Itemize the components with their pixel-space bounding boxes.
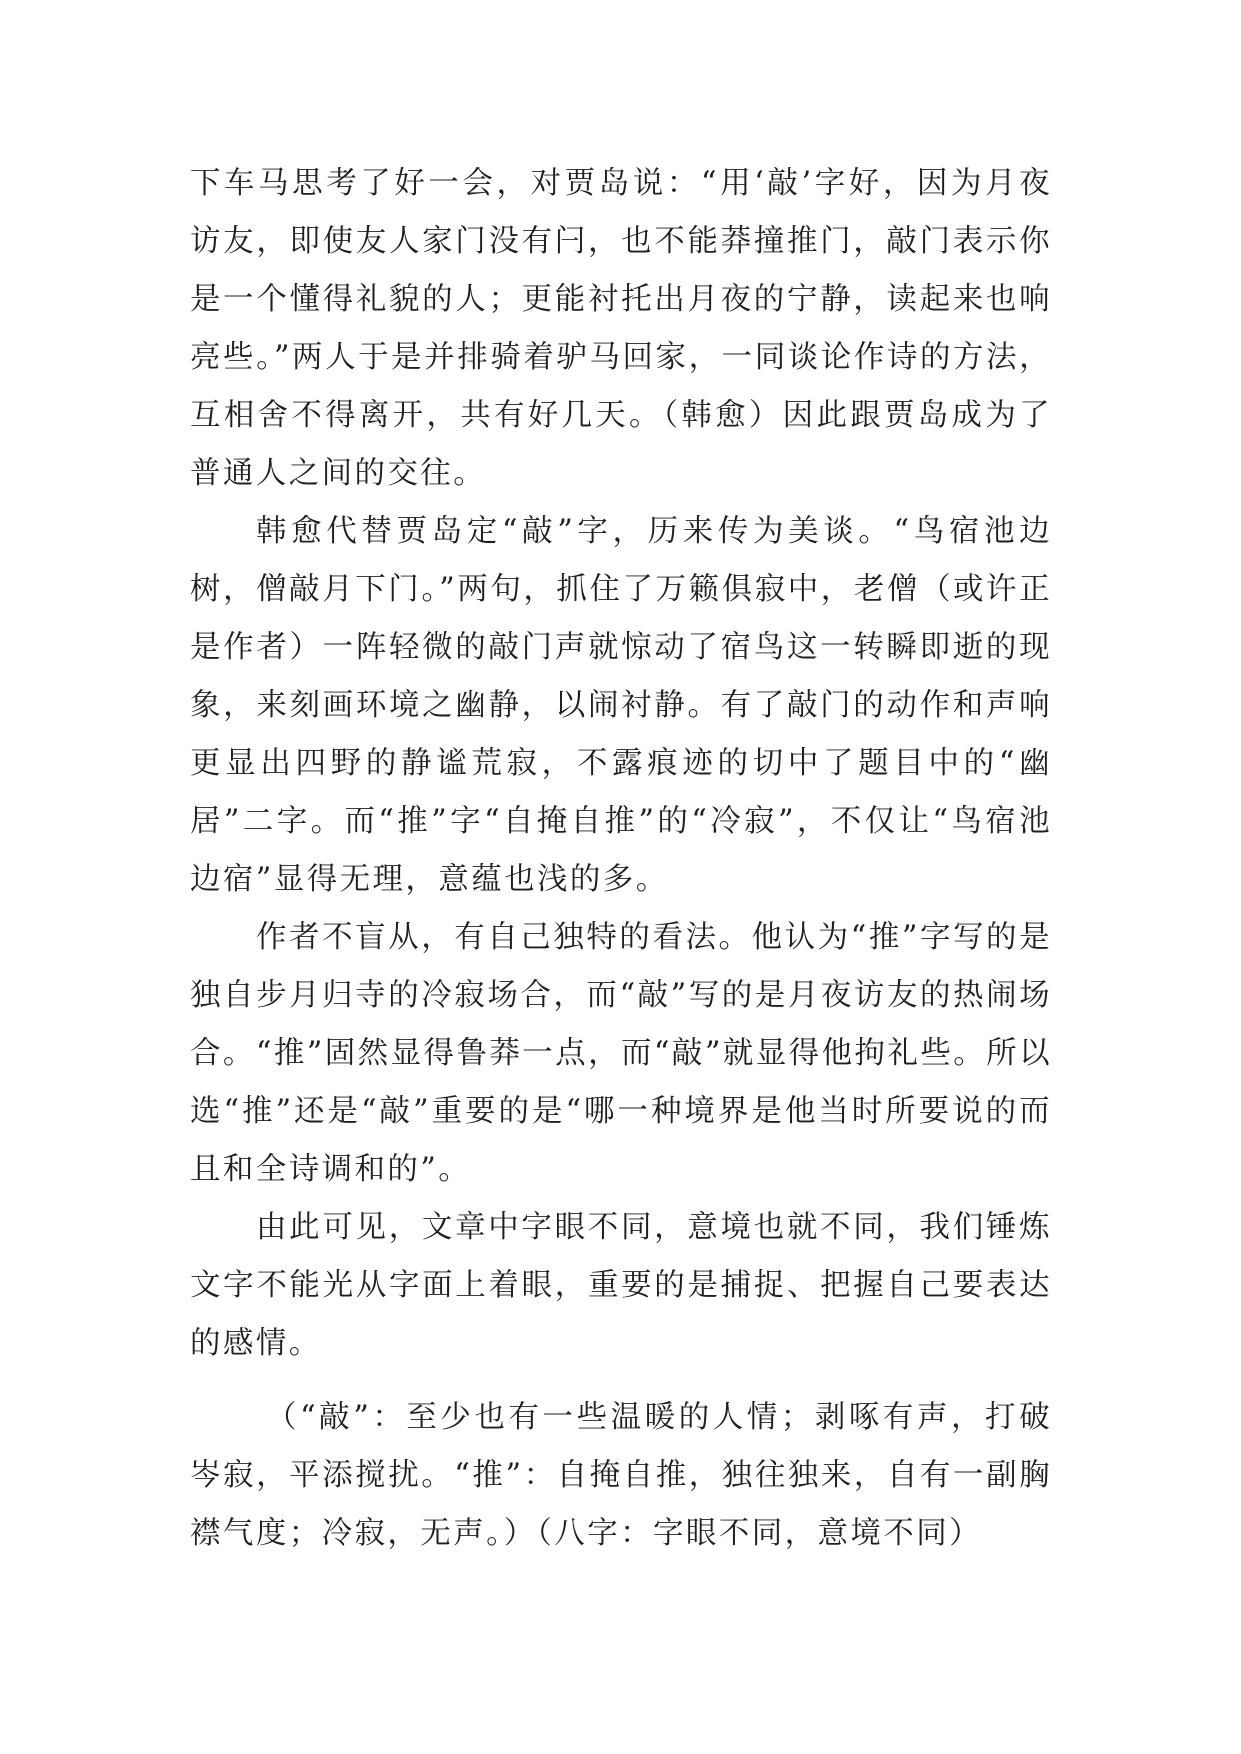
paragraph-conclusion: 由此可见，文章中字眼不同，意境也就不同，我们锤炼文字不能光从字面上着眼，重要的是捕捉、把握自己要表达的感情。 bbox=[190, 1210, 1052, 1361]
document-body bbox=[190, 155, 1052, 1563]
paragraph-author-view: 作者不盲从，有自己独特的看法。他认为“推”字写的是独自步月归寺的冷寂场合，而“敲”写的是月夜访友的热闹场合。“推”固然显得鲁莽一点，而“敲”就显得他拘礼些。所以选“推”还是“敲”重要的是“哪一种境界是他当时所要说的而且和全诗调和的”。 bbox=[190, 920, 1052, 1187]
paragraph-note: （“敲”：至少也有一些温暖的人情；剥啄有声，打破岑寂，平添搅扰。“推”：自掩自推，独往独来，自有一副胸襟气度；冷寂，无声。）（八字：字眼不同，意境不同） bbox=[190, 1400, 1052, 1551]
paragraph-analysis-han-yu: 韩愈代替贾岛定“敲”字，历来传为美谈。“鸟宿池边树，僧敲月下门。”两句，抓住了万籁俱寂中，老僧（或许正是作者）一阵轻微的敲门声就惊动了宿鸟这一转瞬即逝的现象，来刻画环境之幽静，以闹衬静。有了敲门的动作和声响更显出四野的静谧荒寂，不露痕迹的切中了题目中的“幽居”二字。而“推”字“自掩自推”的“冷寂”，不仅让“鸟宿池边宿”显得无理，意蕴也浅的多。 bbox=[190, 514, 1052, 897]
paragraph-story-continuation: 下车马思考了好一会，对贾岛说：“用‘敲’字好，因为月夜访友，即使友人家门没有闩，也不能莽撞推门，敲门表示你是一个懂得礼貌的人；更能衬托出月夜的宁静，读起来也响亮些。”两人于是并排骑着驴马回家，一同谈论作诗的方法，互相舍不得离开，共有好几天。（韩愈）因此跟贾岛成为了普通人之间的交往。 bbox=[190, 166, 1052, 491]
